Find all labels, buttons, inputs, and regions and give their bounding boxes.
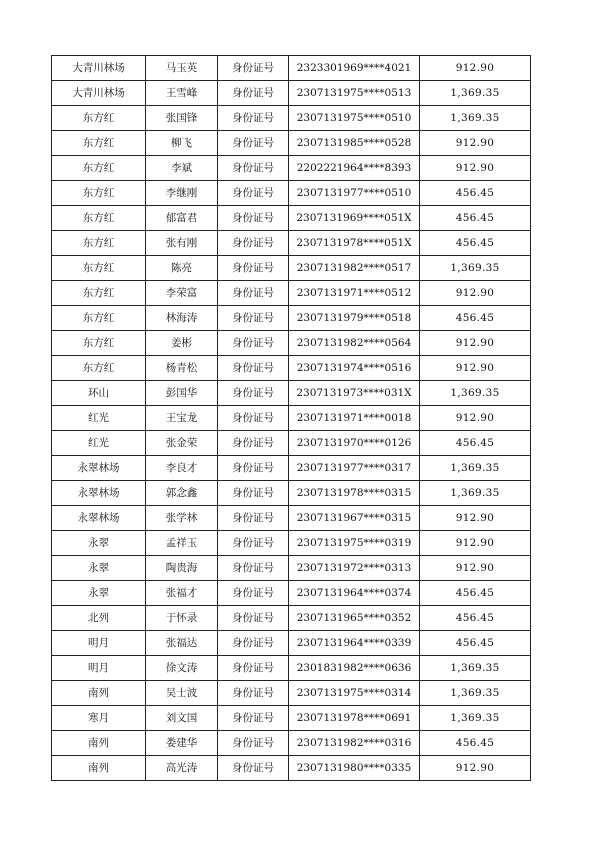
- cell-name: 王宝龙: [146, 406, 218, 431]
- table-row: [52, 381, 531, 406]
- cell-unit: 东方红: [52, 331, 146, 356]
- table-row: [52, 206, 531, 231]
- cell-id-number: 2202221964****8393: [289, 156, 420, 181]
- cell-amount: 1,369.35: [420, 456, 531, 481]
- cell-name: 吴士波: [146, 681, 218, 706]
- cell-id-number: 2307131975****0510: [289, 106, 420, 131]
- cell-amount: 1,369.35: [420, 656, 531, 681]
- cell-unit: 南列: [52, 681, 146, 706]
- cell-name: 张有刚: [146, 231, 218, 256]
- cell-name: 刘文国: [146, 706, 218, 731]
- cell-amount: 912.90: [420, 56, 531, 81]
- cell-id-number: 2307131971****0018: [289, 406, 420, 431]
- cell-unit: 红光: [52, 406, 146, 431]
- cell-unit: 明月: [52, 656, 146, 681]
- table-row: [52, 231, 531, 256]
- cell-amount: 456.45: [420, 181, 531, 206]
- cell-unit: 永翠: [52, 556, 146, 581]
- cell-unit: 明月: [52, 631, 146, 656]
- cell-id-number: 2307131982****0517: [289, 256, 420, 281]
- cell-amount: 456.45: [420, 581, 531, 606]
- cell-id-type: 身份证号: [218, 181, 289, 206]
- cell-name: 李斌: [146, 156, 218, 181]
- cell-unit: 东方红: [52, 256, 146, 281]
- cell-id-type: 身份证号: [218, 231, 289, 256]
- cell-name: 李继刚: [146, 181, 218, 206]
- cell-id-type: 身份证号: [218, 431, 289, 456]
- data-table: [51, 55, 531, 781]
- table-row: [52, 56, 531, 81]
- cell-amount: 456.45: [420, 231, 531, 256]
- cell-id-number: 2307131980****0335: [289, 756, 420, 781]
- cell-name: 李良才: [146, 456, 218, 481]
- cell-id-type: 身份证号: [218, 281, 289, 306]
- cell-amount: 912.90: [420, 331, 531, 356]
- cell-name: 李荣富: [146, 281, 218, 306]
- cell-amount: 912.90: [420, 131, 531, 156]
- cell-id-number: 2307131982****0316: [289, 731, 420, 756]
- cell-name: 郁富君: [146, 206, 218, 231]
- cell-id-type: 身份证号: [218, 606, 289, 631]
- cell-id-number: 2307131979****0518: [289, 306, 420, 331]
- cell-id-type: 身份证号: [218, 306, 289, 331]
- cell-id-number: 2307131985****0528: [289, 131, 420, 156]
- cell-id-number: 2307131972****0313: [289, 556, 420, 581]
- cell-id-type: 身份证号: [218, 331, 289, 356]
- cell-id-number: 2307131977****0510: [289, 181, 420, 206]
- cell-amount: 912.90: [420, 531, 531, 556]
- cell-id-type: 身份证号: [218, 156, 289, 181]
- table-row: [52, 331, 531, 356]
- table-row: [52, 131, 531, 156]
- cell-name: 彭国华: [146, 381, 218, 406]
- cell-unit: 永翠林场: [52, 481, 146, 506]
- cell-id-type: 身份证号: [218, 506, 289, 531]
- cell-id-type: 身份证号: [218, 656, 289, 681]
- cell-unit: 东方红: [52, 206, 146, 231]
- cell-name: 王雪峰: [146, 81, 218, 106]
- table-row: [52, 406, 531, 431]
- table-row: [52, 81, 531, 106]
- cell-id-type: 身份证号: [218, 681, 289, 706]
- table-row: [52, 306, 531, 331]
- cell-unit: 红光: [52, 431, 146, 456]
- cell-unit: 东方红: [52, 106, 146, 131]
- cell-id-type: 身份证号: [218, 206, 289, 231]
- cell-name: 姜彬: [146, 331, 218, 356]
- cell-id-type: 身份证号: [218, 481, 289, 506]
- cell-amount: 912.90: [420, 406, 531, 431]
- table-row: [52, 456, 531, 481]
- cell-id-type: 身份证号: [218, 456, 289, 481]
- cell-name: 张福达: [146, 631, 218, 656]
- cell-amount: 1,369.35: [420, 106, 531, 131]
- cell-name: 马玉英: [146, 56, 218, 81]
- table-row: [52, 106, 531, 131]
- cell-id-number: 2307131965****0352: [289, 606, 420, 631]
- cell-id-number: 2307131971****0512: [289, 281, 420, 306]
- table-row: [52, 581, 531, 606]
- cell-amount: 456.45: [420, 606, 531, 631]
- cell-id-type: 身份证号: [218, 706, 289, 731]
- cell-amount: 456.45: [420, 631, 531, 656]
- cell-id-type: 身份证号: [218, 756, 289, 781]
- cell-id-type: 身份证号: [218, 631, 289, 656]
- cell-name: 陶贵海: [146, 556, 218, 581]
- cell-unit: 东方红: [52, 181, 146, 206]
- cell-name: 徐文涛: [146, 656, 218, 681]
- cell-amount: 456.45: [420, 431, 531, 456]
- cell-id-type: 身份证号: [218, 256, 289, 281]
- cell-id-number: 2307131978****051X: [289, 231, 420, 256]
- cell-unit: 南列: [52, 756, 146, 781]
- cell-id-number: 2323301969****4021: [289, 56, 420, 81]
- table-row: [52, 256, 531, 281]
- cell-amount: 1,369.35: [420, 706, 531, 731]
- cell-amount: 1,369.35: [420, 256, 531, 281]
- cell-id-type: 身份证号: [218, 106, 289, 131]
- table-row: [52, 656, 531, 681]
- cell-id-type: 身份证号: [218, 131, 289, 156]
- cell-amount: 912.90: [420, 356, 531, 381]
- cell-id-type: 身份证号: [218, 556, 289, 581]
- table-row: [52, 731, 531, 756]
- cell-unit: 大青川林场: [52, 56, 146, 81]
- table-row: [52, 556, 531, 581]
- cell-id-number: 2301831982****0636: [289, 656, 420, 681]
- cell-unit: 东方红: [52, 231, 146, 256]
- cell-amount: 912.90: [420, 506, 531, 531]
- cell-id-number: 2307131964****0374: [289, 581, 420, 606]
- cell-id-number: 2307131973****031X: [289, 381, 420, 406]
- cell-unit: 东方红: [52, 356, 146, 381]
- cell-amount: 1,369.35: [420, 681, 531, 706]
- cell-unit: 永翠林场: [52, 506, 146, 531]
- cell-amount: 456.45: [420, 206, 531, 231]
- cell-amount: 912.90: [420, 756, 531, 781]
- cell-id-number: 2307131969****051X: [289, 206, 420, 231]
- cell-unit: 东方红: [52, 156, 146, 181]
- cell-unit: 东方红: [52, 281, 146, 306]
- cell-id-number: 2307131975****0513: [289, 81, 420, 106]
- cell-name: 张福才: [146, 581, 218, 606]
- cell-amount: 456.45: [420, 731, 531, 756]
- cell-name: 杨青松: [146, 356, 218, 381]
- cell-unit: 永翠: [52, 581, 146, 606]
- table-row: [52, 606, 531, 631]
- cell-id-number: 2307131978****0691: [289, 706, 420, 731]
- cell-name: 林海涛: [146, 306, 218, 331]
- table-row: [52, 481, 531, 506]
- table-row: [52, 281, 531, 306]
- cell-unit: 永翠林场: [52, 456, 146, 481]
- cell-id-number: 2307131967****0315: [289, 506, 420, 531]
- table-row: [52, 506, 531, 531]
- cell-unit: 大青川林场: [52, 81, 146, 106]
- cell-id-number: 2307131964****0339: [289, 631, 420, 656]
- cell-id-number: 2307131977****0317: [289, 456, 420, 481]
- cell-id-number: 2307131970****0126: [289, 431, 420, 456]
- table-row: [52, 531, 531, 556]
- cell-unit: 南列: [52, 731, 146, 756]
- cell-id-number: 2307131975****0319: [289, 531, 420, 556]
- cell-amount: 1,369.35: [420, 481, 531, 506]
- cell-unit: 东方红: [52, 306, 146, 331]
- cell-unit: 东方红: [52, 131, 146, 156]
- cell-id-number: 2307131975****0314: [289, 681, 420, 706]
- cell-amount: 1,369.35: [420, 81, 531, 106]
- cell-name: 张国锋: [146, 106, 218, 131]
- cell-id-type: 身份证号: [218, 381, 289, 406]
- cell-amount: 456.45: [420, 306, 531, 331]
- cell-unit: 永翠: [52, 531, 146, 556]
- cell-id-type: 身份证号: [218, 581, 289, 606]
- cell-unit: 环山: [52, 381, 146, 406]
- cell-id-number: 2307131974****0516: [289, 356, 420, 381]
- cell-id-type: 身份证号: [218, 56, 289, 81]
- cell-id-type: 身份证号: [218, 406, 289, 431]
- cell-name: 孟祥玉: [146, 531, 218, 556]
- cell-id-type: 身份证号: [218, 531, 289, 556]
- table-row: [52, 181, 531, 206]
- cell-amount: 912.90: [420, 156, 531, 181]
- table-row: [52, 681, 531, 706]
- cell-amount: 912.90: [420, 281, 531, 306]
- table-row: [52, 356, 531, 381]
- table-body: [52, 56, 531, 781]
- cell-amount: 912.90: [420, 556, 531, 581]
- table-row: [52, 756, 531, 781]
- table-row: [52, 631, 531, 656]
- cell-name: 张学林: [146, 506, 218, 531]
- cell-name: 郭念鑫: [146, 481, 218, 506]
- cell-unit: 寒月: [52, 706, 146, 731]
- cell-id-type: 身份证号: [218, 731, 289, 756]
- cell-name: 陈亮: [146, 256, 218, 281]
- cell-id-number: 2307131978****0315: [289, 481, 420, 506]
- table-row: [52, 431, 531, 456]
- cell-name: 柳飞: [146, 131, 218, 156]
- cell-name: 于怀录: [146, 606, 218, 631]
- cell-id-number: 2307131982****0564: [289, 331, 420, 356]
- cell-unit: 北列: [52, 606, 146, 631]
- cell-amount: 1,369.35: [420, 381, 531, 406]
- cell-id-type: 身份证号: [218, 81, 289, 106]
- table-row: [52, 156, 531, 181]
- table-row: [52, 706, 531, 731]
- cell-name: 张金荣: [146, 431, 218, 456]
- cell-name: 娄建华: [146, 731, 218, 756]
- cell-id-type: 身份证号: [218, 356, 289, 381]
- cell-name: 高光涛: [146, 756, 218, 781]
